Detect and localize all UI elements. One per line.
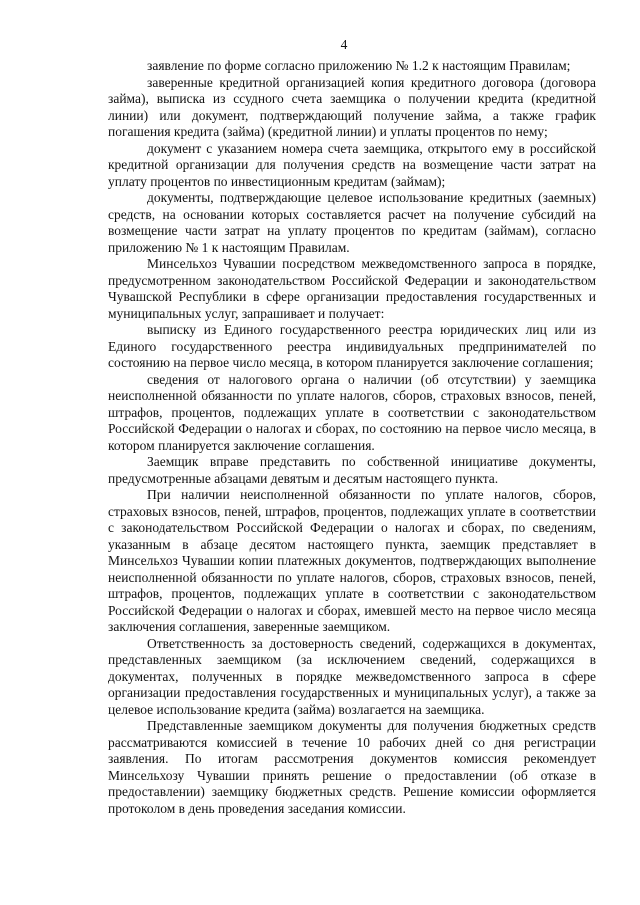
paragraph: Минсельхоз Чувашии посредством межведомственного запроса в порядке, предусмотренном законодательством Российской Федерации и законодательством Чувашской Республики в сфере организации предоставления государственных и муниципальных услуг, запрашивает и получает:: [108, 256, 596, 321]
document-body: [108, 58, 596, 817]
page-number: 4: [340, 37, 348, 52]
paragraph: документ с указанием номера счета заемщика, открытого ему в российской кредитной организации для получения средств на возмещение части затрат на уплату процентов по инвестиционным кредитам (займам);: [108, 140, 596, 189]
paragraph: заявление по форме согласно приложению № 1.2 к настоящим Правилам;: [147, 58, 571, 73]
paragraph: документы, подтверждающие целевое использование кредитных (заемных) средств, на основании которых составляется расчет на получение субсидий на возмещение части затрат на уплату процентов по кредитам (займам), согласно приложению № 1 к настоящим Правилам.: [108, 190, 596, 255]
paragraph: заверенные кредитной организацией копия кредитного договора (договора займа), выписка из ссудного счета заемщика о получении кредита (кредитной линии) или документ, подтверждающий получение займа, а также график погашения кредита (займа) (кредитной линии) и уплаты процентов по нему;: [108, 74, 596, 139]
paragraph: Ответственность за достоверность сведений, содержащихся в документах, представленных заемщиком (за исключением сведений, содержащихся в документах, полученных в порядке межведомственного запроса в сфере организации предоставления государственных и муниципальных услуг), а также за целевое использование кредита (займа) возлагается на заемщика.: [108, 635, 596, 717]
paragraph: сведения от налогового органа о наличии (об отсутствии) у заемщика неисполненной обязанности по уплате налогов, сборов, страховых взносов, пеней, штрафов, процентов, подлежащих уплате в соответствии с законодательством Российской Федерации о налогах и сборах, по состоянию на первое число месяца, в котором планируется заключение соглашения.: [108, 371, 596, 453]
paragraph: При наличии неисполненной обязанности по уплате налогов, сборов, страховых взносов, пеней, штрафов, процентов, подлежащих уплате в соответствии с законодательством Российской Федерации о налогах и сборах, по сведениям, указанным в абзаце десятом настоящего пункта, заемщик представляет в Минсельхоз Чувашии копии платежных документов, подтверждающих выполнение неисполненной обязанности по уплате налогов, сборов, страховых взносов, пеней, штрафов, процентов, подлежащих уплате в соответствии с законодательством Российской Федерации о налогах и сборах, имевшей место на первое число месяца заключения соглашения, заверенные заемщиком.: [108, 487, 596, 634]
paragraph: выписку из Единого государственного реестра юридических лиц или из Единого государственного реестра индивидуальных предпринимателей по состоянию на первое число месяца, в котором планируется заключение соглашения;: [108, 322, 596, 370]
paragraph: Заемщик вправе представить по собственной инициативе документы, предусмотренные абзацами девятым и десятым настоящего пункта.: [108, 454, 596, 486]
paragraph: Представленные заемщиком документы для получения бюджетных средств рассматриваются комиссией в течение 10 рабочих дней со дня регистрации заявления. По итогам рассмотрения документов комиссия рекомендует Минсельхозу Чувашии принять решение о предоставлении (об отказе в предоставлении) заемщику бюджетных средств. Решение комиссии оформляется протоколом в день проведения заседания комиссии.: [108, 718, 596, 816]
